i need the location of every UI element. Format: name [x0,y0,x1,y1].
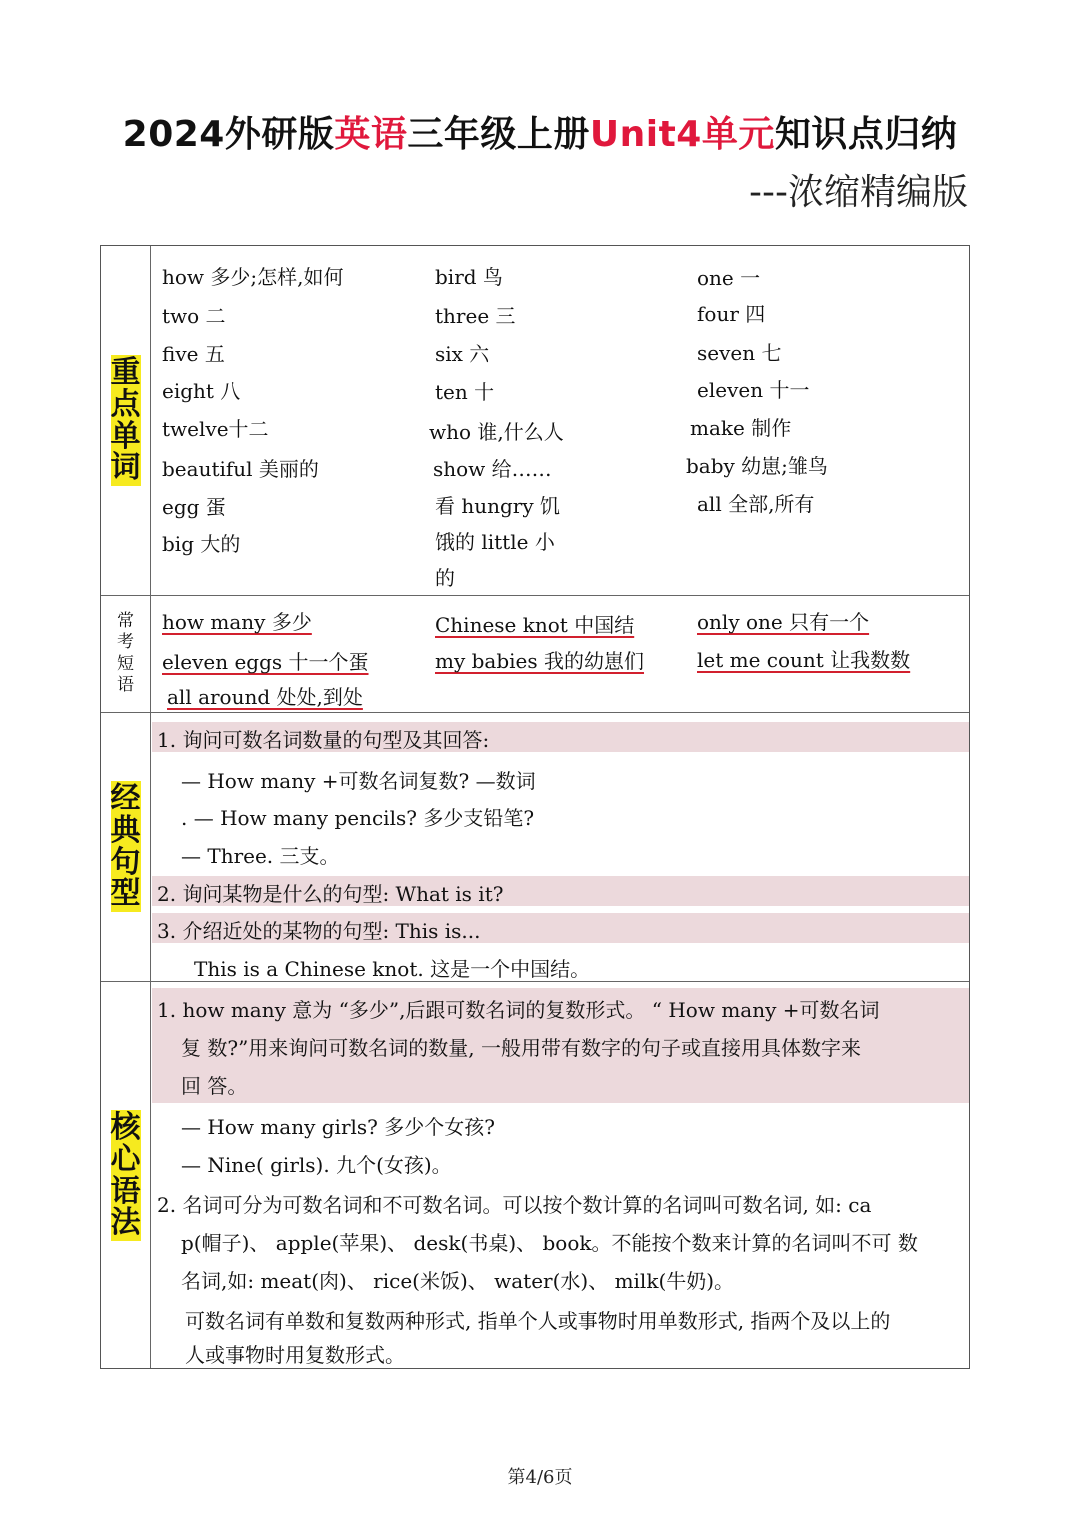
sentence-line: — Three. 三支。 [181,844,340,868]
label-char: 法 [110,1205,141,1241]
row-divider-vocab [101,595,969,596]
vocab-item: big 大的 [162,532,241,556]
title-part-summary: 知识点归纳 [774,114,958,155]
title-part-subject: 英语 [334,114,408,155]
title-part-year: 2024外研版 [122,114,335,155]
vocab-item: baby 幼崽;雏鸟 [686,454,828,478]
sentence-heading: 1. 询问可数名词数量的句型及其回答: [157,728,490,752]
vocab-item: beautiful 美丽的 [162,457,319,481]
grammar-line: 2. 名词可分为可数名词和不可数名词。可以按个数计算的名词叫可数名词, 如: ca [157,1193,872,1217]
label-char: 语 [117,674,134,695]
label-char: 经 [110,780,141,816]
vocab-item: two 二 [162,304,226,328]
grammar-line: 可数名词有单数和复数两种形式, 指单个人或事物时用单数形式, 指两个及以上的 [185,1309,891,1333]
page-number: 第4/6页 [507,1467,573,1488]
page-title [0,106,1080,157]
phrase-item: all around 处处,到处 [167,685,363,709]
sentence-heading: 3. 介绍近处的某物的句型: This is... [157,919,481,943]
phrase-item: only one 只有一个 [697,610,870,634]
label-char: 考 [117,632,134,653]
vocab-item: four 四 [697,302,766,326]
grammar-line: 回 答。 [181,1074,248,1098]
section-label-phrases [101,595,150,712]
vocab-item: 的 [435,566,455,590]
sentence-line: . — How many pencils? 多少支铅笔? [181,806,535,830]
label-char: 短 [117,653,134,674]
grammar-example: — Nine( girls). 九个(女孩)。 [181,1153,452,1177]
page-subtitle: ---浓缩精编版 [749,172,968,213]
vocab-item: egg 蛋 [162,495,226,519]
vocab-item: bird 鸟 [435,265,503,289]
label-char: 点 [110,386,141,422]
label-char: 句 [110,844,141,880]
label-char: 常 [117,611,134,631]
section-label-grammar [101,981,150,1370]
label-char: 典 [110,812,141,848]
label-char: 词 [110,450,141,486]
grammar-line: p(帽子)、 apple(苹果)、 desk(书桌)、 book。不能按个数来计算的名词叫不可 数 [181,1231,918,1255]
vocab-item: six 六 [435,342,490,366]
vocab-item: one 一 [697,266,761,290]
vocab-item: ten 十 [435,380,495,404]
knowledge-table [100,245,970,1369]
phrase-item: how many 多少 [162,610,312,634]
vocab-item: how 多少;怎样,如何 [162,265,344,289]
grammar-line: 复 数?”用来询问可数名词的数量, 一般用带有数字的句子或直接用具体数字来 [181,1036,862,1060]
vocab-item: eight 八 [162,379,241,403]
vocab-item: three 三 [435,304,516,328]
sentence-line: — How many +可数名词复数? —数词 [181,769,536,793]
section-label-vocab [101,246,150,595]
phrase-item: Chinese knot 中国结 [435,613,635,637]
vocab-item: 看 hungry 饥 [435,494,561,518]
phrase-item: my babies 我的幼崽们 [435,649,645,673]
grammar-line: 人或事物时用复数形式。 [185,1343,405,1367]
title-part-unit: Unit4单元 [589,114,775,155]
vocab-item: seven 七 [697,341,782,365]
grammar-example: — How many girls? 多少个女孩? [181,1115,495,1139]
vocab-item: 饿的 little 小 [435,530,555,554]
vocab-item: make 制作 [690,416,792,440]
vocab-item: eleven 十一 [697,378,810,402]
vocab-item: who 谁,什么人 [429,420,564,444]
label-char: 心 [110,1141,141,1177]
vocab-item: all 全部,所有 [697,492,815,516]
label-char: 单 [110,418,141,454]
row-divider-phrases [101,712,969,713]
sentence-heading: 2. 询问某物是什么的句型: What is it? [157,882,504,906]
title-part-grade: 三年级上册 [407,114,590,155]
vocab-item: show 给…… [433,457,552,481]
section-label-sentences [101,712,150,981]
grammar-line: 名词,如: meat(肉)、 rice(米饭)、 water(水)、 milk(牛奶)。 [181,1269,735,1293]
sentence-line: This is a Chinese knot. 这是一个中国结。 [194,957,591,981]
vocab-item: twelve十二 [162,417,269,441]
grammar-line: 1. how many 意为 “多少”,后跟可数名词的复数形式。 “ How many +可数名词 [157,998,880,1022]
phrase-item: eleven eggs 十一个蛋 [162,650,369,674]
label-char: 型 [110,876,141,912]
label-char: 语 [110,1173,141,1209]
vocab-item: five 五 [162,342,225,366]
label-char: 重 [110,354,141,390]
phrase-item: let me count 让我数数 [697,648,911,672]
label-char: 核 [110,1109,141,1145]
column-divider [150,246,151,1368]
